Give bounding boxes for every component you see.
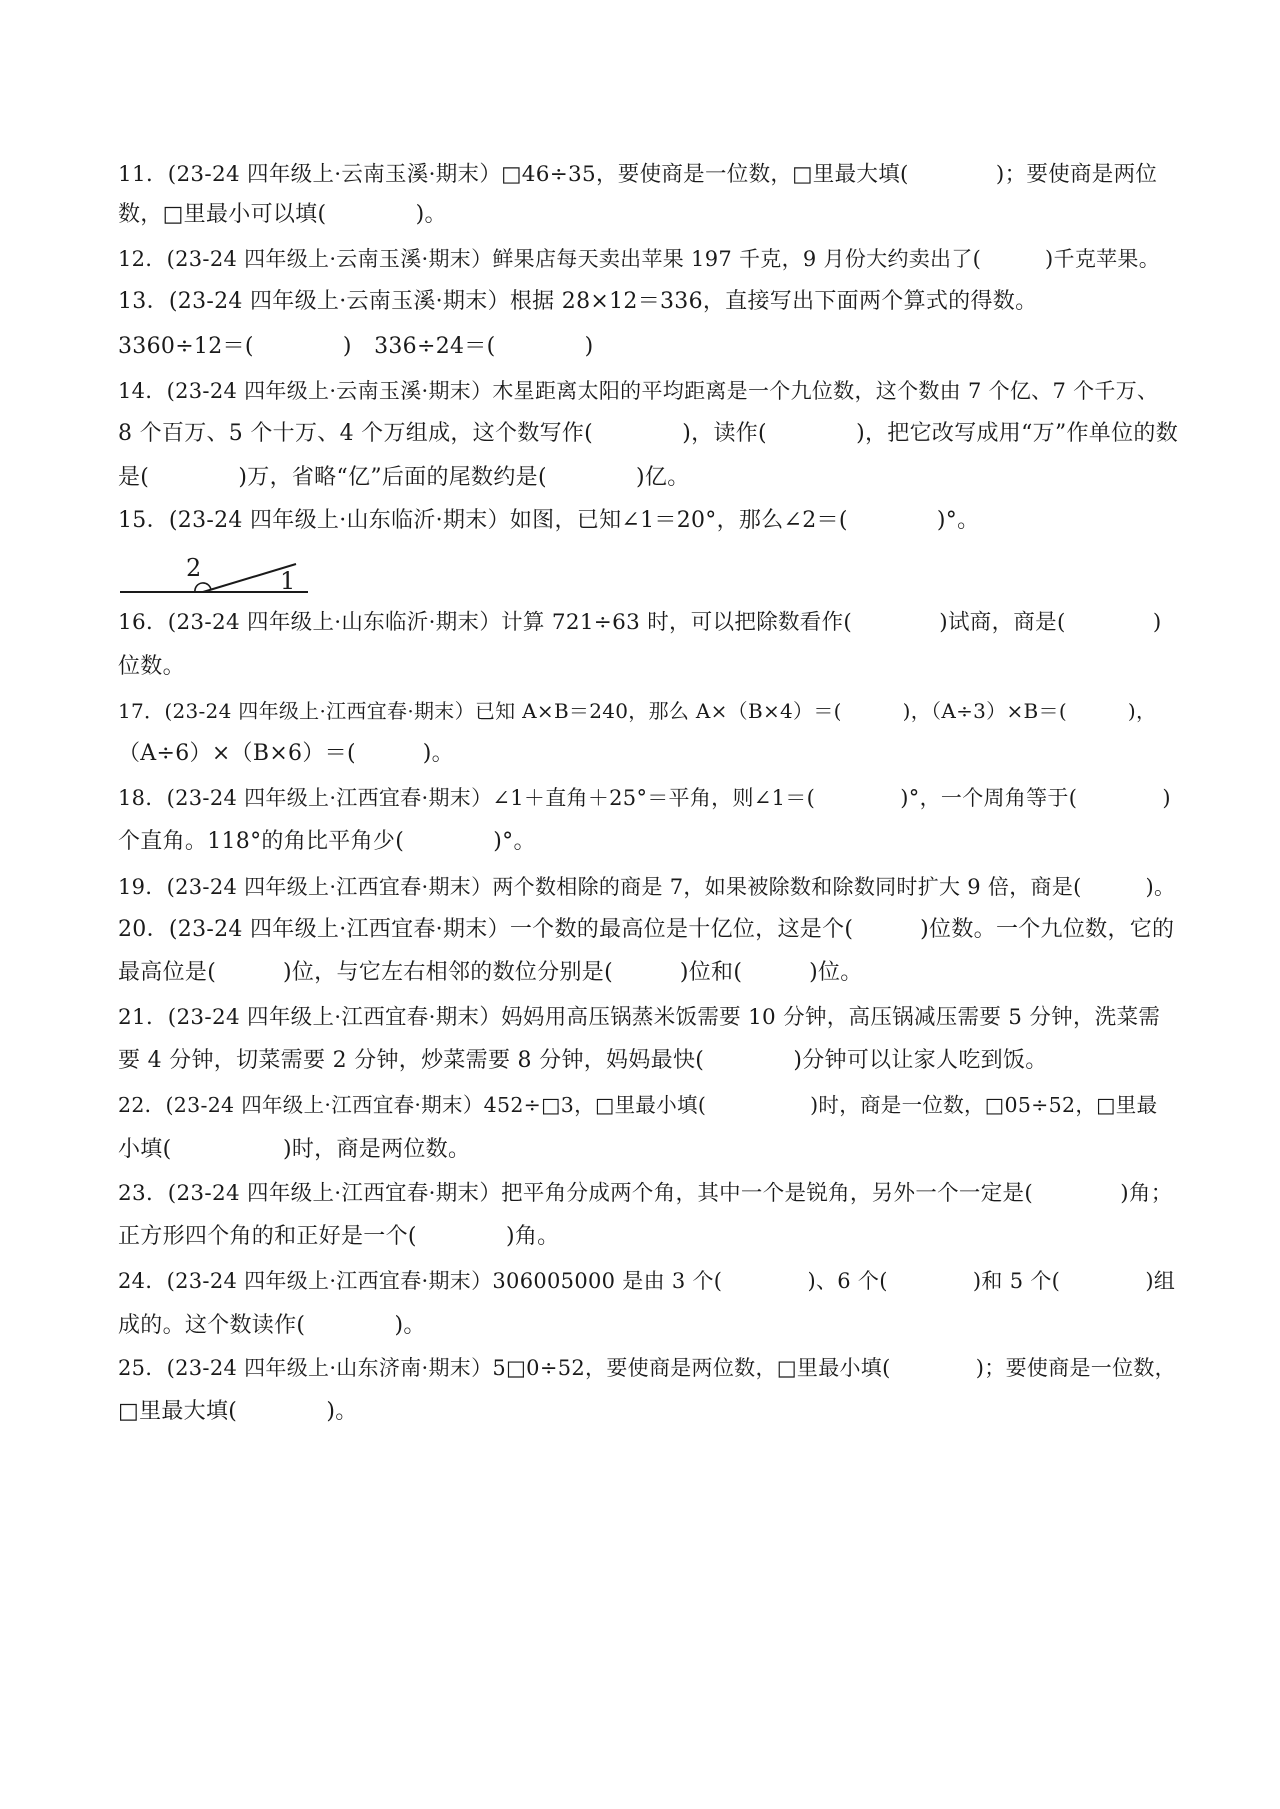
q21-line2: 要 4 分钟，切菜需要 2 分钟，炒菜需要 8 分钟，妈妈最快( )分钟可以让家人吃到饭。: [118, 1048, 1048, 1073]
q25-line2: □里最大填( )。: [118, 1399, 358, 1424]
q22-line2: 小填( )时，商是两位数。: [118, 1137, 471, 1162]
q13-line2: 3360÷12＝( ) 336÷24＝( ): [118, 334, 594, 359]
q16-line2: 位数。: [118, 654, 185, 679]
q11-line1: 11．(23-24 四年级上·云南玉溪·期末）□46÷35，要使商是一位数，□里最大填( )；要使商是两位: [118, 162, 1158, 187]
q20-line2: 最高位是( )位，与它左右相邻的数位分别是( )位和( )位。: [118, 960, 863, 985]
q21-line1: 21．(23-24 四年级上·江西宜春·期末）妈妈用高压锅蒸米饭需要 10 分钟，高压锅减压需要 5 分钟，洗菜需: [118, 1005, 1161, 1030]
angle-1-label: 1: [280, 567, 296, 595]
angle-2-label: 2: [186, 554, 202, 582]
q23-line2: 正方形四个角的和正好是一个( )角。: [118, 1224, 560, 1249]
q18-line2: 个直角。118°的角比平角少( )°。: [118, 829, 536, 854]
q14-line2: 8 个百万、5 个十万、4 个万组成，这个数写作( )，读作( )，把它改写成用“万”作单位的数: [118, 421, 1178, 446]
angle-figure: [118, 544, 318, 604]
q17-line2: （A÷6）×（B×6）＝( )。: [118, 741, 454, 766]
q11-line2: 数，□里最小可以填( )。: [118, 202, 447, 227]
q22-line1: 22．(23-24 四年级上·江西宜春·期末）452÷□3，□里最小填( )时，商是一位数，□05÷52，□里最: [118, 1093, 1158, 1117]
q14-line1: 14．(23-24 四年级上·云南玉溪·期末）木星距离太阳的平均距离是一个九位数，这个数由 7 个亿、7 个千万、: [118, 379, 1159, 403]
q17-line1: 17．(23-24 四年级上·江西宜春·期末）已知 A×B＝240，那么 A×（B×4）＝( )，（A÷3）×B＝( )，: [118, 699, 1157, 723]
q19-line1: 19．(23-24 四年级上·江西宜春·期末）两个数相除的商是 7，如果被除数和除数同时扩大 9 倍，商是( )。: [118, 875, 1176, 899]
q15-line1: 15．(23-24 四年级上·山东临沂·期末）如图，已知∠1＝20°，那么∠2＝( )°。: [118, 508, 980, 533]
q14-line3: 是( )万，省略“亿”后面的尾数约是( )亿。: [118, 465, 690, 490]
q24-line1: 24．(23-24 四年级上·江西宜春·期末）306005000 是由 3 个( )、6 个( )和 5 个( )组: [118, 1269, 1176, 1293]
q25-line1: 25．(23-24 四年级上·山东济南·期末）5□0÷52，要使商是两位数，□里最小填( )；要使商是一位数，: [118, 1356, 1176, 1380]
q24-line2: 成的。这个数读作( )。: [118, 1313, 426, 1338]
q16-line1: 16．(23-24 四年级上·山东临沂·期末）计算 721÷63 时，可以把除数看作( )试商，商是( ): [118, 610, 1162, 635]
q20-line1: 20．(23-24 四年级上·江西宜春·期末）一个数的最高位是十亿位，这是个( )位数。一个九位数，它的: [118, 917, 1175, 942]
q12-line1: 12．(23-24 四年级上·云南玉溪·期末）鲜果店每天卖出苹果 197 千克，9 月份大约卖出了( )千克苹果。: [118, 247, 1161, 271]
q13-line1: 13．(23-24 四年级上·云南玉溪·期末）根据 28×12＝336，直接写出下面两个算式的得数。: [118, 289, 1038, 314]
q23-line1: 23．(23-24 四年级上·江西宜春·期末）把平角分成两个角，其中一个是锐角，另外一个一定是( )角；: [118, 1181, 1173, 1206]
q18-line1: 18．(23-24 四年级上·江西宜春·期末）∠1＋直角＋25°＝平角，则∠1＝( )°，一个周角等于( ): [118, 786, 1171, 810]
